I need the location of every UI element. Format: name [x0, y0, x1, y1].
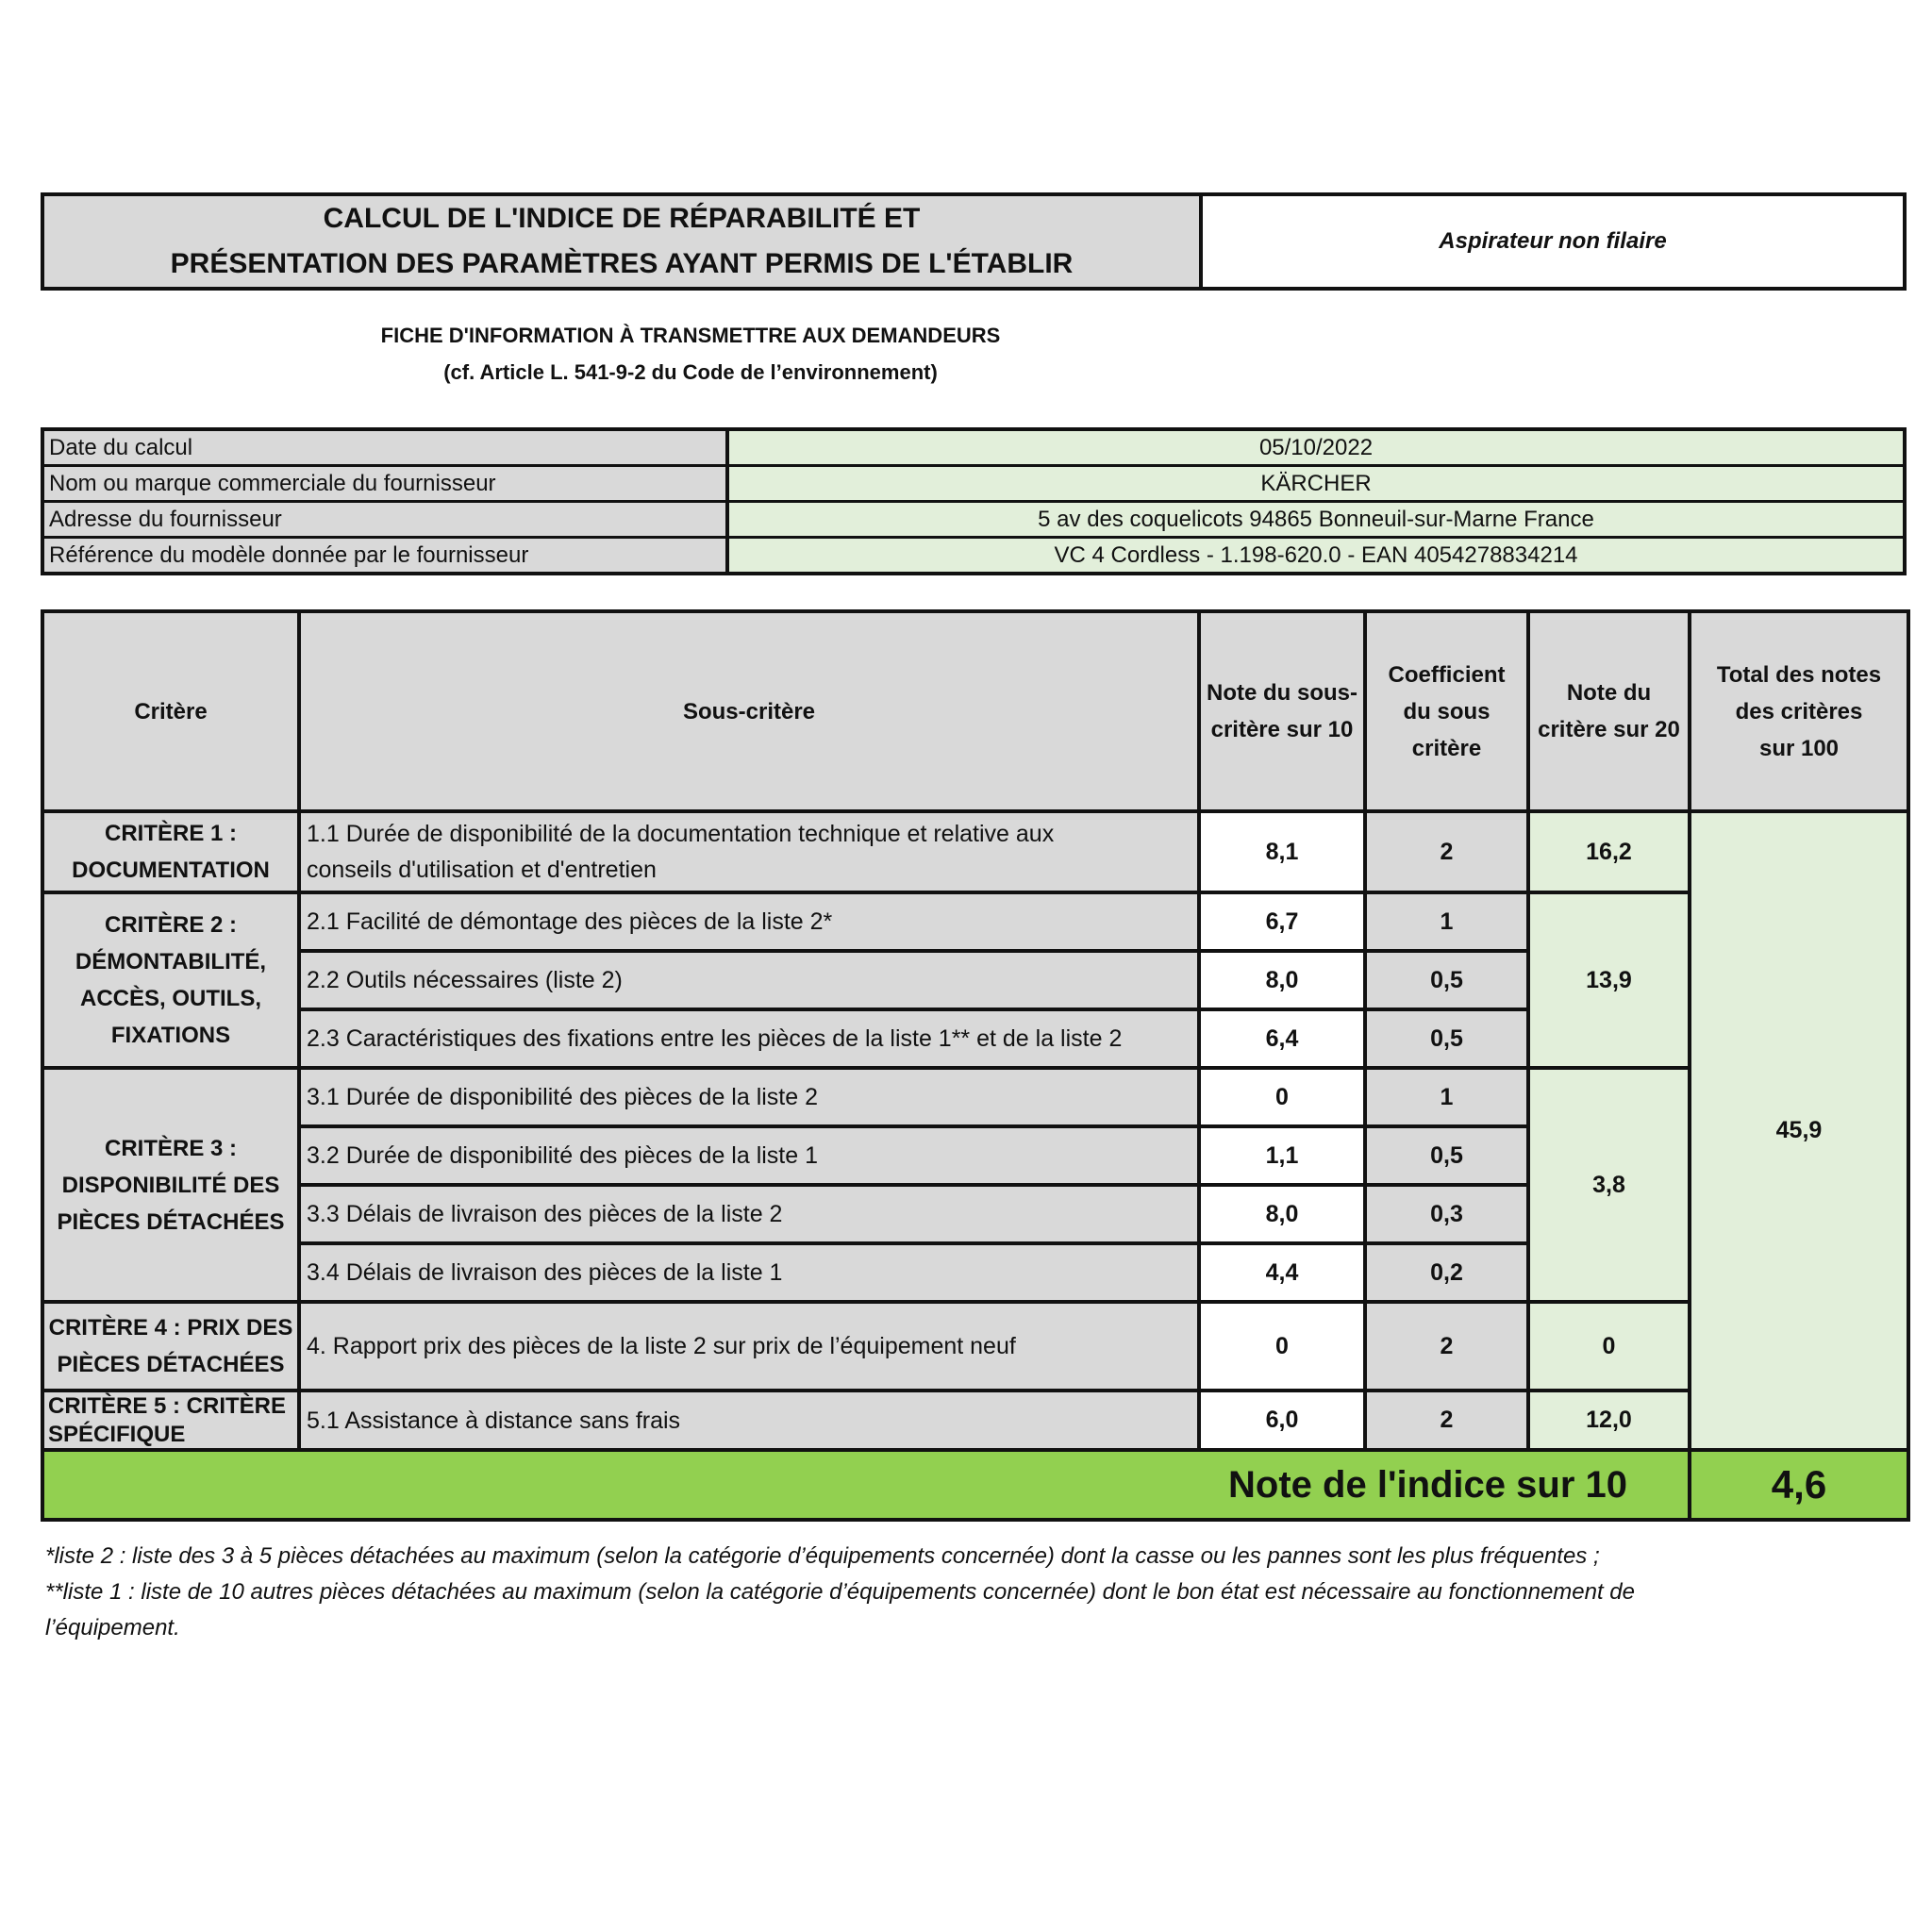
- sub-criterion-note: 8,0: [1199, 1185, 1365, 1243]
- sub-criterion-note: 1,1: [1199, 1126, 1365, 1185]
- sub-criterion-note: 0: [1199, 1302, 1365, 1391]
- sub-criterion-coefficient: 1: [1365, 1068, 1528, 1126]
- criterion-1-name: CRITÈRE 1 : DOCUMENTATION: [42, 811, 299, 892]
- sub-criterion-label: 2.2 Outils nécessaires (liste 2): [299, 951, 1199, 1009]
- sub-criterion-coefficient: 2: [1365, 1391, 1528, 1450]
- table-row: [42, 1391, 1908, 1450]
- sub-criterion-note: 4,4: [1199, 1243, 1365, 1302]
- sub-criterion-note: 6,4: [1199, 1009, 1365, 1068]
- sub-criterion-coefficient: 2: [1365, 811, 1528, 892]
- sub-criterion-coefficient: 0,5: [1365, 1009, 1528, 1068]
- sub-criterion-coefficient: 0,5: [1365, 1126, 1528, 1185]
- repairability-score-table: [41, 609, 1910, 1522]
- final-score-value: 4,6: [1690, 1450, 1908, 1520]
- sub-criterion-coefficient: 0,2: [1365, 1243, 1528, 1302]
- title-line-1: CALCUL DE L'INDICE DE RÉPARABILITÉ ET: [323, 203, 921, 234]
- criterion-3-note: 3,8: [1528, 1068, 1690, 1302]
- sub-criterion-label: 3.2 Durée de disponibilité des pièces de la liste 1: [299, 1126, 1199, 1185]
- final-score-row: [42, 1450, 1908, 1520]
- sub-criterion-note: 8,0: [1199, 951, 1365, 1009]
- title-line-2: PRÉSENTATION DES PARAMÈTRES AYANT PERMIS DE L'ÉTABLIR: [170, 248, 1074, 279]
- column-header-sous-critere: Sous-critère: [299, 611, 1199, 811]
- info-label: Référence du modèle donnée par le fournisseur: [42, 538, 727, 575]
- criterion-4-name: CRITÈRE 4 : PRIX DES PIÈCES DÉTACHÉES: [42, 1302, 299, 1391]
- footnote-liste-2: *liste 2 : liste des 3 à 5 pièces détachées au maximum (selon la catégorie d’équipements concernée) dont la casse ou les pannes sont les plus fréquentes ;: [45, 1543, 1600, 1569]
- sub-criterion-label: 1.1 Durée de disponibilité de la documentation technique et relative aux conseils d'utilisation et d'entretien: [299, 811, 1199, 892]
- criterion-1-note: 16,2: [1528, 811, 1690, 892]
- column-header-coefficient: Coefficient du sous critère: [1365, 611, 1528, 811]
- table-header-row: [42, 611, 1908, 811]
- column-header-note-sous-critere: Note du sous- critère sur 10: [1199, 611, 1365, 811]
- sub-criterion-label: 2.1 Facilité de démontage des pièces de la liste 2*: [299, 892, 1199, 951]
- sub-criterion-note: 8,1: [1199, 811, 1365, 892]
- sub-criterion-label: 3.1 Durée de disponibilité des pièces de la liste 2: [299, 1068, 1199, 1126]
- criterion-2-name: CRITÈRE 2 : DÉMONTABILITÉ, ACCÈS, OUTILS, FIXATIONS: [42, 892, 299, 1068]
- sub-criterion-coefficient: 1: [1365, 892, 1528, 951]
- info-value: VC 4 Cordless - 1.198-620.0 - EAN 4054278834214: [727, 538, 1905, 575]
- column-header-total: Total des notes des critères sur 100: [1690, 611, 1908, 811]
- table-row: [42, 1068, 1908, 1126]
- criterion-5-name: CRITÈRE 5 : CRITÈRE SPÉCIFIQUE: [42, 1391, 299, 1450]
- footnote-liste-1-continued: l’équipement.: [45, 1615, 180, 1641]
- sub-criterion-coefficient: 0,3: [1365, 1185, 1528, 1243]
- sub-criterion-label: 4. Rapport prix des pièces de la liste 2 sur prix de l’équipement neuf: [299, 1302, 1199, 1391]
- document-title: [42, 194, 1201, 289]
- info-label: Adresse du fournisseur: [42, 502, 727, 538]
- sub-criterion-label: 2.3 Caractéristiques des fixations entre les pièces de la liste 1** et de la liste 2: [299, 1009, 1199, 1068]
- column-header-note-critere: Note du critère sur 20: [1528, 611, 1690, 811]
- sub-criterion-label: 5.1 Assistance à distance sans frais: [299, 1391, 1199, 1450]
- info-row-address: [42, 502, 1905, 538]
- info-label: Nom ou marque commerciale du fournisseur: [42, 466, 727, 502]
- info-row-model: [42, 538, 1905, 575]
- supplier-info-table: [41, 427, 1907, 575]
- column-header-critere: Critère: [42, 611, 299, 811]
- criterion-5-note: 12,0: [1528, 1391, 1690, 1450]
- sub-criterion-note: 0: [1199, 1068, 1365, 1126]
- info-label: Date du calcul: [42, 429, 727, 466]
- sub-criterion-label: 3.3 Délais de livraison des pièces de la liste 2: [299, 1185, 1199, 1243]
- fiche-line-2: (cf. Article L. 541-9-2 du Code de l’environnement): [443, 360, 938, 384]
- sub-criterion-label: 3.4 Délais de livraison des pièces de la liste 1: [299, 1243, 1199, 1302]
- criterion-2-note: 13,9: [1528, 892, 1690, 1068]
- sub-criterion-note: 6,0: [1199, 1391, 1365, 1450]
- info-value: 05/10/2022: [727, 429, 1905, 466]
- final-score-label: Note de l'indice sur 10: [42, 1450, 1690, 1520]
- footnotes: [45, 1539, 1894, 1646]
- table-row: [42, 811, 1908, 892]
- info-value: 5 av des coquelicots 94865 Bonneuil-sur-Marne France: [727, 502, 1905, 538]
- table-row: [42, 892, 1908, 951]
- criterion-3-name: CRITÈRE 3 : DISPONIBILITÉ DES PIÈCES DÉTACHÉES: [42, 1068, 299, 1302]
- sub-criterion-note: 6,7: [1199, 892, 1365, 951]
- fiche-line-1: FICHE D'INFORMATION À TRANSMETTRE AUX DEMANDEURS: [380, 324, 1001, 347]
- header-table: [41, 192, 1907, 291]
- info-row-date: [42, 429, 1905, 466]
- sub-criterion-coefficient: 2: [1365, 1302, 1528, 1391]
- info-value: KÄRCHER: [727, 466, 1905, 502]
- table-row: [42, 1302, 1908, 1391]
- sub-criterion-coefficient: 0,5: [1365, 951, 1528, 1009]
- footnote-liste-1: **liste 1 : liste de 10 autres pièces détachées au maximum (selon la catégorie d’équipements concernée) dont le bon état est nécessaire au fonctionnement de: [45, 1579, 1636, 1605]
- criterion-4-note: 0: [1528, 1302, 1690, 1391]
- info-row-brand: [42, 466, 1905, 502]
- total-score: 45,9: [1690, 811, 1908, 1450]
- product-category: Aspirateur non filaire: [1201, 194, 1905, 289]
